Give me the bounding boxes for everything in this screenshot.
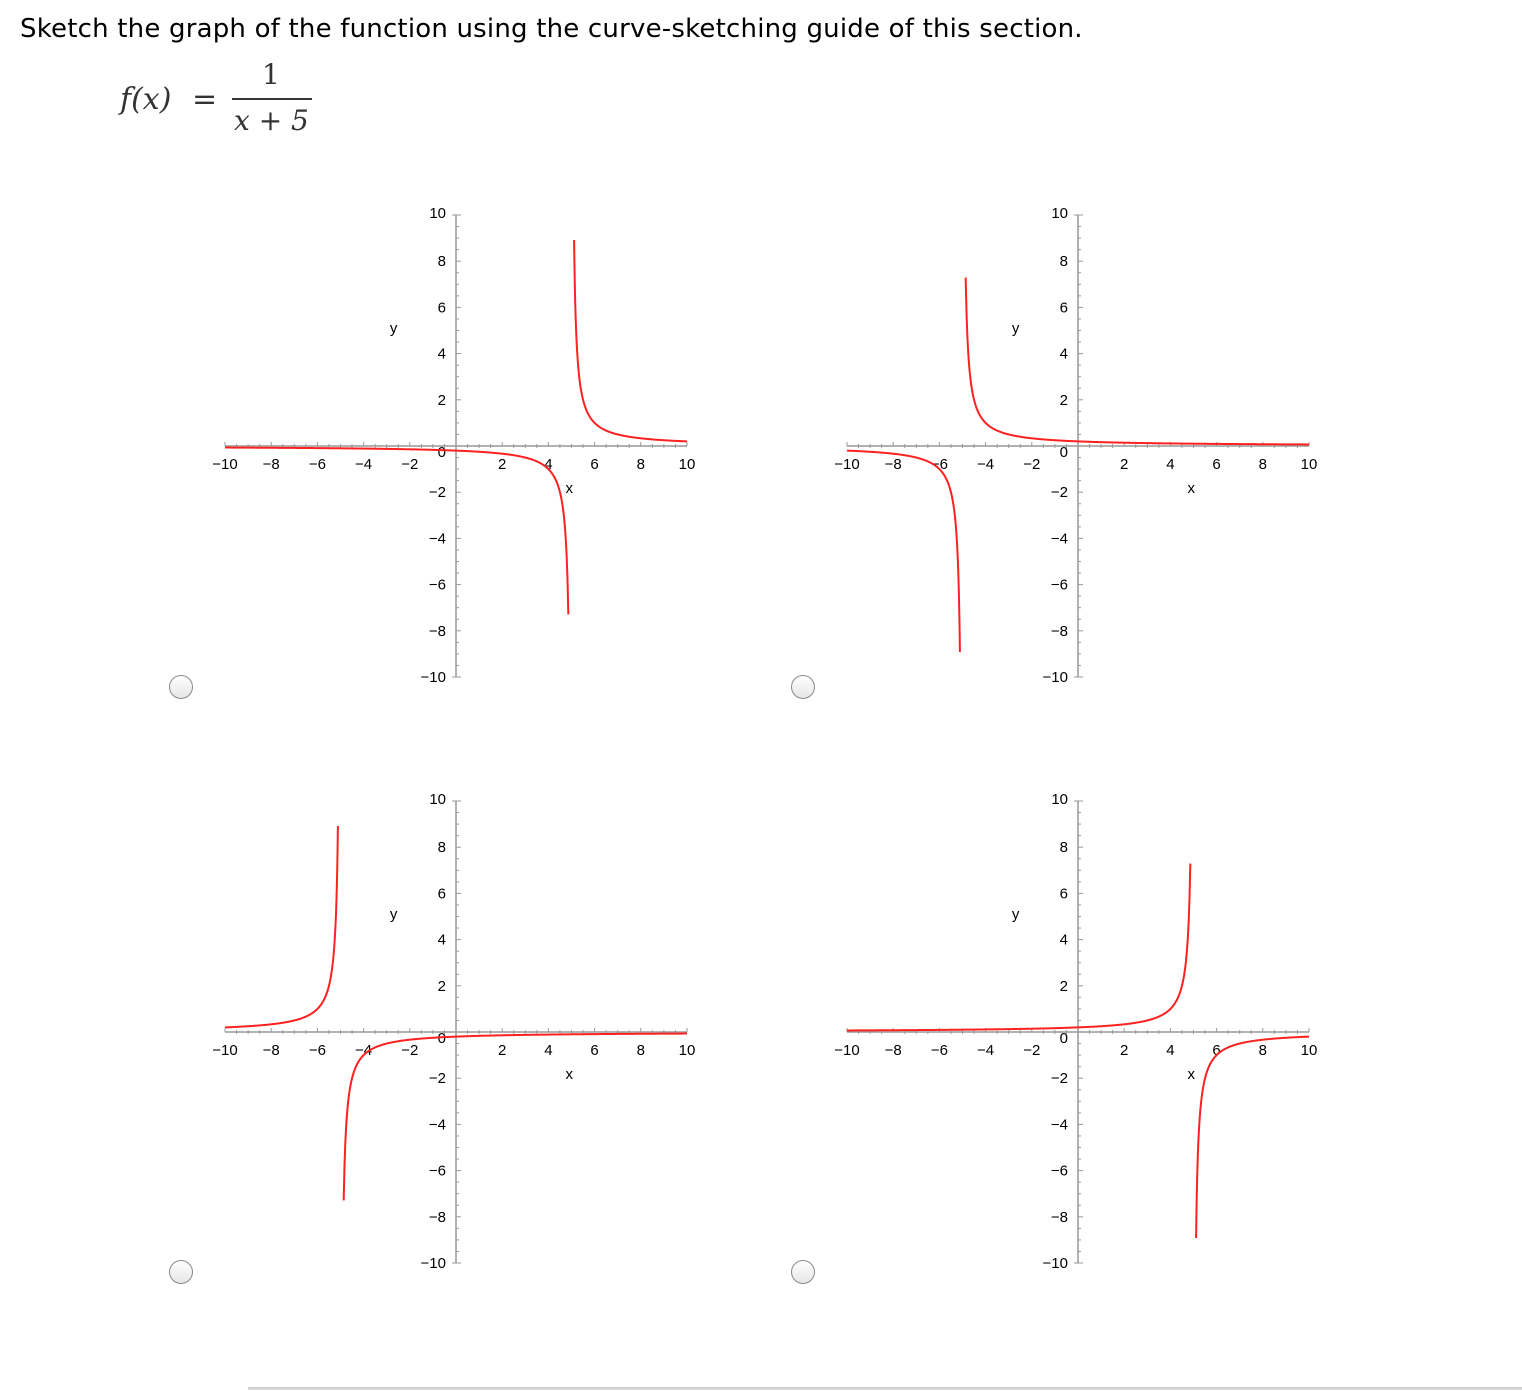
x-tick-label: 2: [498, 456, 507, 473]
x-tick-label: 8: [636, 1042, 645, 1059]
curve-right-branch: [1196, 1037, 1309, 1238]
formula-equals: =: [192, 82, 218, 117]
y-tick-label: −4: [428, 1116, 446, 1134]
curve-left-branch: [847, 864, 1190, 1031]
x-tick-label: 2: [1120, 1042, 1129, 1059]
x-tick-label: −10: [212, 1042, 238, 1059]
x-tick-label: −10: [212, 456, 238, 473]
x-tick-label: 8: [1258, 456, 1267, 473]
x-tick-label: −2: [1023, 1042, 1041, 1059]
y-tick-label: 0: [437, 444, 446, 461]
x-tick-label: −2: [401, 456, 419, 473]
formula-numerator: 1: [262, 58, 280, 91]
x-tick-label: 4: [544, 1042, 553, 1059]
y-tick-label: −2: [428, 484, 446, 502]
y-tick-label: 4: [437, 345, 446, 363]
x-tick-label: 4: [1166, 1042, 1175, 1059]
y-tick-label: −6: [428, 1162, 446, 1180]
y-tick-label: 6: [1059, 885, 1068, 903]
y-tick-label: 8: [437, 839, 446, 857]
y-tick-label: −6: [1050, 1162, 1068, 1180]
formula-lhs: f(x): [120, 82, 172, 117]
y-tick-label: 0: [437, 1030, 446, 1047]
y-tick-label: 4: [1059, 931, 1068, 949]
y-tick-label: −4: [1050, 1116, 1068, 1134]
y-tick-label: −8: [1050, 1208, 1068, 1226]
y-tick-label: 6: [437, 299, 446, 317]
x-tick-label: 4: [544, 456, 553, 473]
x-tick-label: −6: [930, 456, 948, 473]
x-tick-label: −4: [977, 1042, 995, 1059]
y-axis-label: y: [1011, 319, 1020, 337]
y-tick-label: −10: [420, 1255, 446, 1272]
y-tick-label: 2: [1059, 977, 1068, 995]
y-tick-label: 2: [437, 977, 446, 995]
y-tick-label: 2: [437, 391, 446, 409]
y-tick-label: −10: [420, 669, 446, 686]
y-tick-label: −10: [1042, 1255, 1068, 1272]
x-tick-label: 10: [678, 1042, 696, 1059]
x-tick-label: 10: [1300, 456, 1318, 473]
y-axis-label: y: [389, 905, 398, 923]
y-tick-label: 10: [1051, 205, 1068, 222]
y-tick-label: 10: [429, 791, 446, 808]
x-tick-label: 6: [590, 456, 599, 473]
question-text: Sketch the graph of the function using the curve-sketching guide of this section.: [20, 14, 1083, 44]
x-tick-label: 6: [1212, 456, 1221, 473]
y-tick-label: 8: [1059, 253, 1068, 271]
y-tick-label: −8: [428, 622, 446, 640]
y-tick-label: 10: [1051, 791, 1068, 808]
y-tick-label: 2: [1059, 391, 1068, 409]
x-tick-label: 6: [590, 1042, 599, 1059]
y-tick-label: 8: [1059, 839, 1068, 857]
y-tick-label: −8: [428, 1208, 446, 1226]
x-axis-label: x: [1187, 1066, 1195, 1083]
y-tick-label: 0: [1059, 1030, 1068, 1047]
x-tick-label: −6: [930, 1042, 948, 1059]
y-tick-label: 4: [1059, 345, 1068, 363]
y-tick-label: −6: [428, 576, 446, 594]
y-tick-label: 6: [437, 885, 446, 903]
y-tick-label: 0: [1059, 444, 1068, 461]
y-tick-label: −6: [1050, 576, 1068, 594]
x-tick-label: −10: [834, 456, 860, 473]
x-tick-label: −2: [1023, 456, 1041, 473]
x-tick-label: −8: [262, 456, 280, 473]
bottom-divider: [248, 1387, 1522, 1390]
y-tick-label: −8: [1050, 622, 1068, 640]
formula-denominator: x + 5: [234, 104, 309, 137]
x-tick-label: −10: [834, 1042, 860, 1059]
x-tick-label: −8: [262, 1042, 280, 1059]
x-tick-label: −6: [308, 1042, 326, 1059]
y-axis-label: y: [389, 319, 398, 337]
x-tick-label: 8: [1258, 1042, 1267, 1059]
x-tick-label: −8: [884, 1042, 902, 1059]
y-tick-label: −2: [1050, 484, 1068, 502]
radio-option-2[interactable]: [791, 675, 815, 699]
x-tick-label: 6: [1212, 1042, 1221, 1059]
x-axis-label: x: [565, 480, 573, 497]
x-axis-label: x: [1187, 480, 1195, 497]
radio-option-4[interactable]: [791, 1260, 815, 1284]
x-tick-label: 8: [636, 456, 645, 473]
radio-option-3[interactable]: [169, 1260, 193, 1284]
radio-option-1[interactable]: [169, 675, 193, 699]
x-tick-label: −4: [355, 1042, 373, 1059]
y-tick-label: −10: [1042, 669, 1068, 686]
x-tick-label: −2: [401, 1042, 419, 1059]
y-tick-label: 10: [429, 205, 446, 222]
y-tick-label: 8: [437, 253, 446, 271]
y-tick-label: −4: [1050, 530, 1068, 548]
y-tick-label: −2: [428, 1070, 446, 1088]
y-axis-label: y: [1011, 905, 1020, 923]
y-tick-label: 4: [437, 931, 446, 949]
x-tick-label: −4: [977, 456, 995, 473]
x-tick-label: 4: [1166, 456, 1175, 473]
y-tick-label: −2: [1050, 1070, 1068, 1088]
x-tick-label: 10: [1300, 1042, 1318, 1059]
x-tick-label: −8: [884, 456, 902, 473]
x-tick-label: −4: [355, 456, 373, 473]
y-tick-label: 6: [1059, 299, 1068, 317]
x-tick-label: −6: [308, 456, 326, 473]
x-axis-label: x: [565, 1066, 573, 1083]
x-tick-label: 10: [678, 456, 696, 473]
x-tick-label: 2: [1120, 456, 1129, 473]
x-tick-label: 2: [498, 1042, 507, 1059]
y-tick-label: −4: [428, 530, 446, 548]
